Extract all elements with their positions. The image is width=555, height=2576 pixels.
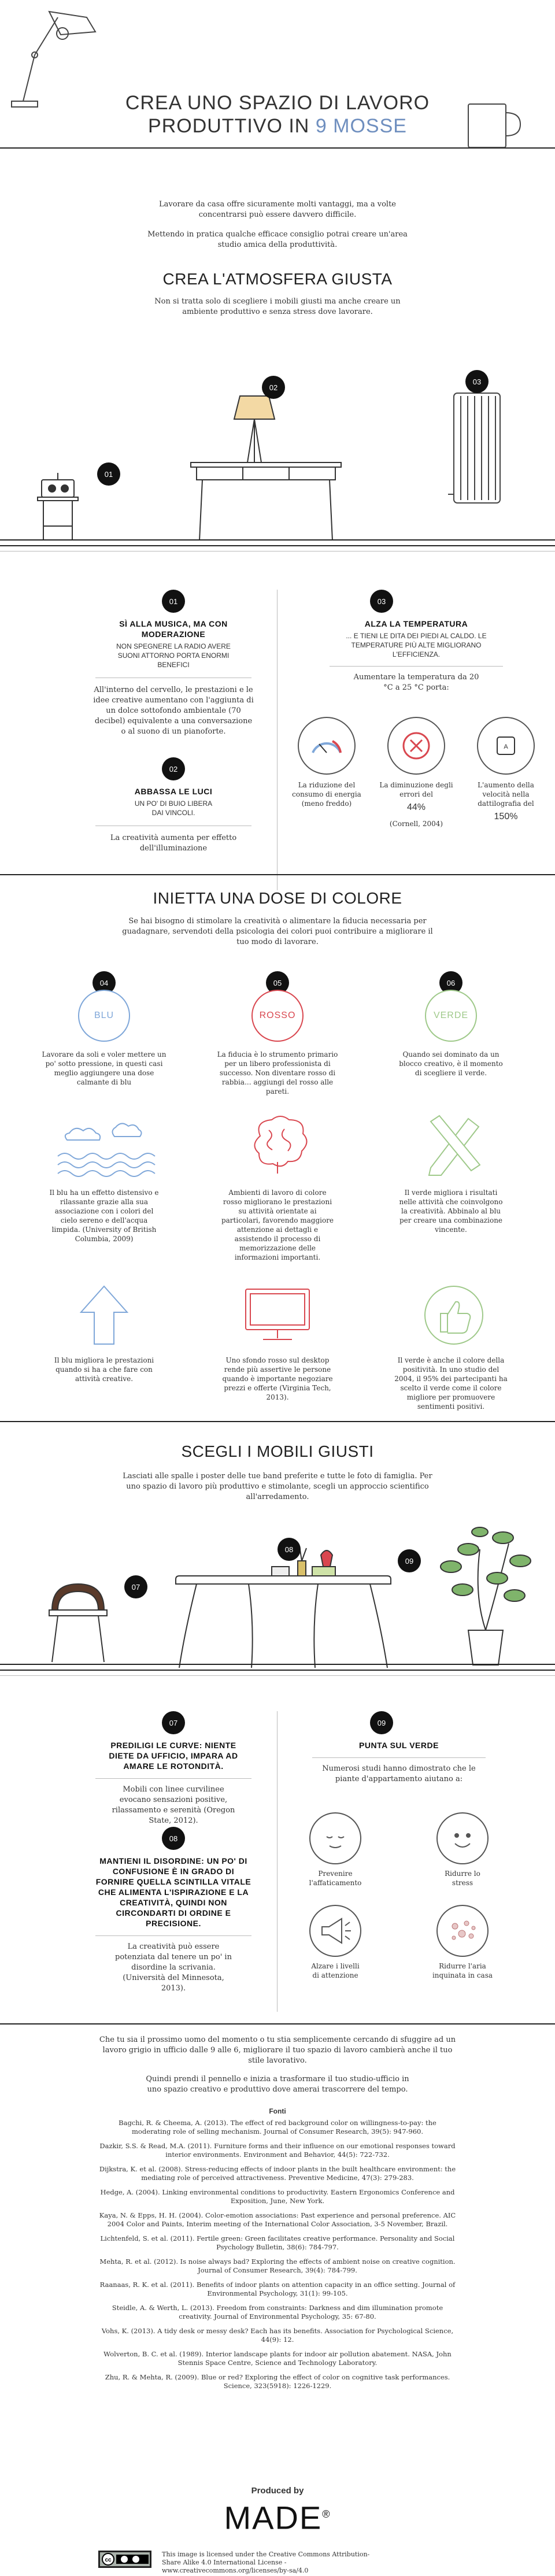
benefit-attention	[289, 1905, 382, 1980]
outro-paragraph-1: Che tu sia il prossimo uomo del momento o tu stia semplicemente cercando di sfuggire ad un lavoro grigio in ufficio dalle 9 alle 6, migliorare il tuo spazio di lavoro cambierà anche il tuo stile lavorativo.	[99, 2035, 456, 2065]
color-green	[387, 971, 515, 1078]
badge-02: 02	[262, 376, 285, 399]
megaphone-icon	[309, 1905, 361, 1957]
tip-07-body: Mobili con linee curvilinee evocano sensazioni positive, rilassamento e serenità (Oregon State, 2012).	[112, 1785, 235, 1825]
floor-line	[0, 539, 555, 541]
source-entry: Wolverton, B. C. et al. (1989). Interior landscape plants for indoor air pollution abatement. NASA, John Stennis Space Centre, Science and Technology Laboratory.	[103, 2350, 452, 2367]
floor-line-2	[0, 545, 555, 546]
tip-08-title: MANTIENI IL DISORDINE: UN PO' DI CONFUSIONE È IN GRADO DI FORNIRE QUELLA SCINTILLA VITALE CHE ALIMENTA L'ISPIRAZIONE E LA CREATIVITÀ, QUINDI NON CIRCONDARTI DI ORDINE E PRECISIONE.	[95, 1856, 251, 1928]
furniture-scene	[0, 1503, 555, 1700]
tip-08	[87, 1827, 260, 1994]
radiator-icon	[445, 387, 503, 515]
benefit-air-label: Ridurre l'aria inquinata in casa	[432, 1962, 493, 1979]
benefit-fatigue	[289, 1812, 382, 1887]
brand-logo: MADE®	[224, 2499, 331, 2536]
tip-08-badge: 08	[162, 1827, 185, 1850]
up-arrow-icon	[78, 1283, 130, 1347]
effect-typing-value: 150%	[494, 812, 518, 821]
tip-02	[87, 757, 260, 854]
tip-07-title: PREDILIGI LE CURVE: NIENTE DIETE DA UFFICIO, IMPARA AD AMARE LE ROTONDITÀ.	[109, 1741, 238, 1771]
divider	[95, 1935, 251, 1936]
thumbs-up-icon	[422, 1283, 486, 1347]
effect-errors-label: La diminuzione degli errori del	[379, 781, 453, 798]
tip-02-body: La creatività aumenta per effetto dell'illuminazione	[110, 834, 237, 853]
source-entry: Kaya, N. & Epps, H. H. (2004). Color-emotion associations: Past experience and personal preference. AIC 2004 Color and Paints, Interim meeting of the International Color Association, 3-5 November, Brazil.	[99, 2211, 456, 2228]
section2-subtitle: Se hai bisogno di stimolare la creatività o alimentare la fiducia necessaria per guadagnare, servendoti della psicologia dei colori puoi contribuire a migliorare il tuo modo di lavorare.	[122, 917, 433, 946]
source-entry: Steidle, A. & Werth, L. (2013). Freedom from constraints: Darkness and dim illumination promote creativity. Journal of Environmental Psychology, 35: 67-80.	[112, 2304, 443, 2320]
badge-05: 05	[266, 971, 289, 994]
section-divider	[0, 2023, 555, 2024]
section1-title: CREA L'ATMOSFERA GIUSTA	[162, 270, 393, 288]
color-red	[214, 971, 341, 1096]
tip-01-title: SÌ ALLA MUSICA, MA CON MODERAZIONE	[119, 619, 228, 639]
divider	[330, 666, 503, 667]
sources	[98, 2107, 457, 2396]
tip-09-title: PUNTA SUL VERDE	[359, 1741, 439, 1750]
pencil-ruler-icon	[422, 1113, 486, 1176]
divider	[312, 1757, 486, 1758]
benefit-fatigue-label: Prevenire l'affaticamento	[309, 1870, 362, 1887]
column-divider	[277, 1711, 278, 2012]
tip-03-subtitle: ... E TIENI LE DITA DEI PIEDI AL CALDO. LE TEMPERATURE PIÙ ALTE MIGLIORANO L'EFFICIENZA.	[346, 632, 487, 658]
badge-06: 06	[439, 971, 462, 994]
source-entry: Dijkstra, K. et al. (2008). Stress-reducing effects of indoor plants in the built healthcare environment: the mediating role of perceived attractiveness. Preventive Medicine, 47(3): 279-283.	[99, 2165, 456, 2182]
tip-03	[289, 590, 543, 828]
keyboard-key-icon	[477, 717, 535, 775]
floor-line	[0, 1664, 555, 1665]
tip-07	[87, 1711, 260, 1826]
column-divider	[277, 590, 278, 890]
sources-list	[98, 2119, 457, 2390]
color-columns	[0, 971, 555, 1480]
tips-atmosphere	[0, 590, 555, 902]
outro-paragraph-2: Quindi prendi il pennello e inizia a trasformare il tuo studio-ufficio in uno spazio creativo e produttivo dove amerai trascorrere del tempo.	[146, 2075, 409, 2094]
red-swatch: ROSSO	[251, 990, 304, 1042]
relaxed-face-icon	[436, 1812, 489, 1864]
cc-license-badge	[98, 2551, 151, 2568]
tip-09	[289, 1711, 543, 1979]
tip-03-body: Aumentare la temperatura da 20 °C a 25 °C porta:	[353, 673, 479, 692]
page-title-line2: PRODUTTIVO IN 9 MOSSE	[148, 115, 407, 137]
sleepy-face-icon	[309, 1812, 361, 1864]
error-x-icon	[387, 717, 445, 775]
source-entry: Mehta, R. et al. (2012). Is noise always bad? Exploring the effects of ambient noise on creative cognition. Journal of Consumer Research, 39(4): 784-799.	[99, 2257, 456, 2274]
badge-04: 04	[92, 971, 116, 994]
source-cornell: (Cornell, 2004)	[389, 820, 443, 828]
footer	[0, 2486, 555, 2576]
badge-08: 08	[278, 1538, 301, 1561]
sources-title: Fonti	[269, 2107, 286, 2115]
badge-01: 01	[97, 462, 120, 486]
intro-paragraph-1: Lavorare da casa offre sicuramente molti vantaggi, ma a volte concentrarsi può essere davvero difficile.	[158, 200, 396, 219]
section3-title: SCEGLI I MOBILI GIUSTI	[181, 1442, 374, 1460]
blue-intro: Lavorare da soli e voler mettere un po' sotto pressione, in questi casi meglio aggiungere una dose calmante di blu	[42, 1050, 166, 1086]
effect-errors-value: 44%	[406, 802, 426, 812]
green-intro: Quando sei dominato da un blocco creativo, è il momento di scegliere il verde.	[399, 1050, 503, 1077]
brain-icon	[243, 1113, 312, 1176]
waves-clouds-icon	[52, 1116, 156, 1179]
tip-03-title: ALZA LA TEMPERATURA	[364, 619, 468, 628]
section2-title: INIETTA UNA DOSE DI COLORE	[153, 889, 402, 907]
green-positivity: Il verde è anche il colore della positività. In uno studio del 2004, il 95% dei partecipanti ha scelto il verde come il colore migliore per promuovere sentimenti positivi.	[394, 1356, 508, 1411]
green-effect: Il verde migliora i risultati nelle attività che coinvolgono la creatività. Abbinalo al blu per creare una combinazione vincente.	[399, 1189, 503, 1234]
benefit-air	[416, 1905, 509, 1980]
tip-02-title: ABBASSA LE LUCI	[134, 787, 213, 796]
air-particles-icon	[436, 1905, 489, 1957]
section-divider	[0, 874, 555, 875]
floor-line-2	[0, 1670, 555, 1671]
source-entry: Bagchi, R. & Cheema, A. (2013). The effect of red background color on willingness-to-pay: the moderating role of selling mechanism. Journal of Consumer Research, 39(5): 947-960.	[119, 2119, 436, 2135]
divider	[95, 1778, 251, 1779]
effect-energy-label: La riduzione del consumo di energia (meno freddo)	[292, 781, 361, 808]
blue-swatch: BLU	[78, 990, 130, 1042]
badge-07: 07	[124, 1575, 147, 1598]
license-text: This image is licensed under the Creative Commons Attribution-Share Alike 4.0 International License - www.creativecommons.org/licenses/by-sa/4.0	[162, 2551, 370, 2574]
tip-07-badge: 07	[162, 1711, 185, 1734]
benefit-attention-label: Alzare i livelli di attenzione	[311, 1962, 360, 1979]
red-effect: Ambienti di lavoro di colore rosso migliorano le prestazioni su attività orientate ai particolari, favorendo maggiore attenzione ai dettagli e assistendo il processo di memorizzazione delle informazioni importanti.	[221, 1189, 334, 1261]
benefit-stress	[416, 1812, 509, 1887]
tip-01-subtitle: NON SPEGNERE LA RADIO AVERE SUONI ATTORNO PORTA ENORMI BENEFICI	[116, 642, 231, 669]
mug-icon	[462, 92, 526, 150]
source-entry: Hedge, A. (2004). Linking environmental conditions to productivity. Eastern Ergonomics Conference and Exposition, June, New York.	[100, 2188, 455, 2205]
atmosphere-scene	[0, 324, 555, 572]
source-entry: Vohs, K. (2013). A tidy desk or messy desk? Each has its benefits. Association for Psychological Science, 44(9): 12.	[101, 2327, 454, 2344]
page-title-line1: CREA UNO SPAZIO DI LAVORO	[125, 92, 430, 114]
monitor-icon	[243, 1286, 312, 1344]
tips-furniture	[0, 1711, 555, 2023]
color-blue	[40, 971, 168, 1087]
effect-energy	[289, 717, 364, 808]
red-negotiation: Uno sfondo rosso sul desktop rende più assertive le persone quando è importante negoziare prezzi e offerte (Virginia Tech, 2013).	[222, 1356, 333, 1401]
svg-text:A: A	[504, 743, 508, 750]
green-swatch: VERDE	[425, 990, 477, 1042]
tip-03-badge: 03	[370, 590, 393, 613]
effect-typing	[468, 717, 543, 822]
tip-09-badge: 09	[370, 1711, 393, 1734]
blue-performance: Il blu migliora le prestazioni quando si ha a che fare con attività creative.	[54, 1356, 154, 1383]
badge-09: 09	[398, 1549, 421, 1572]
tip-01	[87, 590, 260, 737]
benefit-stress-label: Ridurre lo stress	[445, 1870, 480, 1887]
desk-lamp-icon	[0, 0, 116, 116]
tip-09-body: Numerosi studi hanno dimostrato che le piante d'appartamento aiutano a:	[322, 1764, 476, 1783]
produced-by-label: Produced by	[251, 2486, 304, 2496]
source-entry: Raanaas, R. K. et al. (2011). Benefits of indoor plants on attention capacity in an office setting. Journal of Environmental Psychology, 31(1): 99-105.	[99, 2281, 456, 2297]
tip-02-subtitle: UN PO' DI BUIO LIBERA DAI VINCOLI.	[134, 800, 213, 817]
tip-01-body: All'interno del cervello, le prestazioni e le idee creative aumentano con l'aggiunta di un dolce sottofondo ambientale (70 decibel) equivalente a una conversazione o al suono di un pianoforte.	[93, 686, 254, 736]
blue-effect: Il blu ha un effetto distensivo e rilassante grazie alla sua associazione con i colori del cielo sereno e dell'acqua limpida. (University of British Columbia, 2009)	[49, 1189, 159, 1243]
tip-02-badge: 02	[162, 757, 185, 780]
desk-with-lamp-icon	[185, 387, 347, 543]
tip-08-body: La creatività può essere potenziata dal tenere un po' in disordine la scrivania. (Università del Minnesota, 2013).	[115, 1942, 232, 1993]
gauge-icon	[298, 717, 356, 775]
floor-line-3	[0, 1675, 555, 1676]
intro	[145, 199, 410, 250]
floor-line-3	[0, 551, 555, 552]
radio-stool-icon	[35, 468, 87, 543]
svg-text:cc: cc	[105, 2557, 112, 2563]
header	[0, 0, 555, 173]
tip-01-badge: 01	[162, 590, 185, 613]
outro	[98, 2035, 457, 2095]
red-intro: La fiducia è lo strumento primario per un libero professionista di successo. Non diventare rosso di rabbia... aggiungi del rosso alle pareti.	[217, 1050, 338, 1095]
source-entry: Dazkir, S.S. & Read, M.A. (2011). Furniture forms and their influence on our emotional responses toward interior environments. Environment and Behavior, 44(5): 722-732.	[99, 2142, 456, 2159]
section3-subtitle: Lasciati alle spalle i poster delle tue band preferite e tutte le foto di famiglia. Per uno spazio di lavoro più produttivo e stimolante, scegli un approccio scientifico all'arredamento.	[123, 1472, 432, 1501]
effect-errors	[379, 717, 454, 829]
round-chair-icon	[46, 1578, 110, 1665]
source-entry: Zhu, R. & Mehta, R. (2009). Blue or red? Exploring the effect of color on cognitive task performances. Science, 323(5918): 1226-1229.	[105, 2373, 450, 2390]
section1-subtitle: Non si tratta solo di scegliere i mobili giusti ma anche creare un ambiente produttivo e senza stress dove lavorare.	[154, 297, 401, 316]
source-entry: Lichtenfeld, S. et al. (2011). Fertile green: Green facilitates creative performance. Personality and Social Psychology Bulletin, 38(6): 784-797.	[100, 2234, 455, 2251]
intro-paragraph-2: Mettendo in pratica qualche efficace consiglio potrai creare un'area studio amica della produttività.	[147, 230, 408, 249]
potted-plant-icon	[428, 1515, 543, 1671]
badge-03: 03	[465, 370, 489, 393]
effect-typing-label: L'aumento della velocità nella dattilografia del	[478, 781, 534, 808]
section-divider	[0, 1421, 555, 1422]
